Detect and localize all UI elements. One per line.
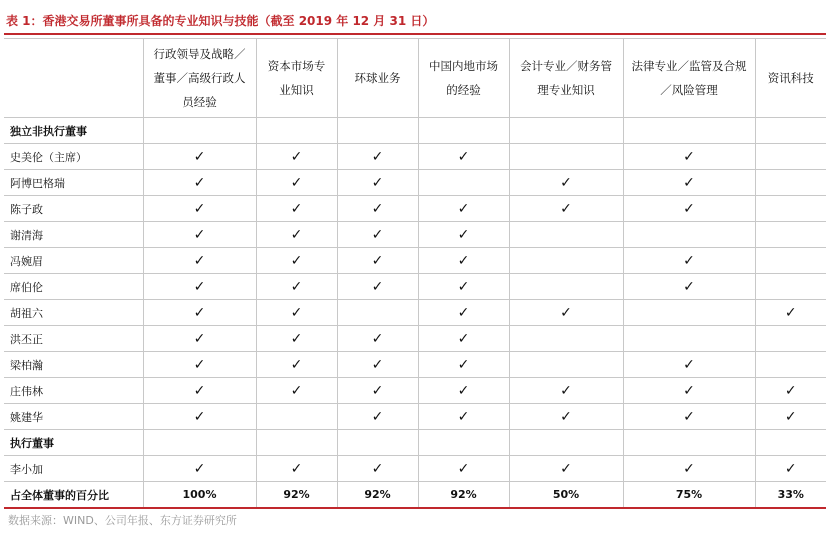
percentage-cell: 92%: [256, 482, 337, 509]
check-icon: ✓: [560, 200, 572, 217]
check-icon: ✓: [193, 278, 206, 295]
column-header: 资讯科技: [755, 39, 826, 118]
check-cell: [509, 456, 623, 482]
check-cell: [143, 300, 256, 326]
check-icon: ✓: [290, 356, 303, 373]
check-cell: [256, 222, 337, 248]
check-cell: [418, 196, 509, 222]
check-icon: ✓: [560, 382, 572, 399]
check-cell: [418, 352, 509, 378]
director-name: 洪丕正: [4, 326, 143, 352]
check-cell: [143, 196, 256, 222]
check-icon: ✓: [457, 382, 470, 399]
empty-cell: [755, 170, 826, 196]
check-cell: [143, 274, 256, 300]
check-icon: ✓: [683, 382, 695, 399]
check-icon: ✓: [193, 148, 206, 165]
check-cell: [337, 404, 418, 430]
table-row: [4, 326, 826, 352]
empty-cell: [509, 248, 623, 274]
check-cell: [623, 274, 755, 300]
empty-cell: [509, 274, 623, 300]
check-cell: [337, 378, 418, 404]
check-cell: [143, 248, 256, 274]
check-cell: [418, 456, 509, 482]
check-cell: [143, 144, 256, 170]
check-icon: ✓: [290, 252, 303, 269]
check-icon: ✓: [683, 148, 695, 165]
check-cell: [418, 404, 509, 430]
check-cell: [509, 378, 623, 404]
check-cell: [623, 248, 755, 274]
check-cell: [143, 170, 256, 196]
check-icon: ✓: [290, 226, 303, 243]
check-cell: [418, 326, 509, 352]
check-cell: [337, 326, 418, 352]
check-icon: ✓: [560, 408, 572, 425]
check-icon: ✓: [683, 408, 695, 425]
check-cell: [623, 170, 755, 196]
check-cell: [623, 404, 755, 430]
check-cell: [256, 352, 337, 378]
section-label: 独立非执行董事: [4, 118, 143, 144]
check-cell: [256, 300, 337, 326]
column-header: 法律专业／监管及合规／风险管理: [623, 39, 755, 118]
check-icon: ✓: [193, 408, 206, 425]
check-icon: ✓: [560, 174, 572, 191]
skills-table: [4, 38, 826, 509]
check-cell: [337, 144, 418, 170]
check-cell: [623, 144, 755, 170]
check-icon: ✓: [290, 460, 303, 477]
check-icon: ✓: [371, 356, 384, 373]
check-cell: [623, 378, 755, 404]
check-icon: ✓: [683, 252, 695, 269]
empty-cell: [755, 222, 826, 248]
check-cell: [418, 300, 509, 326]
section-header-row: [4, 118, 826, 144]
check-icon: ✓: [457, 148, 470, 165]
empty-cell: [623, 222, 755, 248]
check-icon: ✓: [457, 330, 470, 347]
check-icon: ✓: [371, 278, 384, 295]
total-label: 占全体董事的百分比: [4, 482, 143, 509]
check-icon: ✓: [290, 304, 303, 321]
check-icon: ✓: [193, 226, 206, 243]
check-cell: [143, 352, 256, 378]
director-name: 史美伦（主席）: [4, 144, 143, 170]
check-icon: ✓: [457, 356, 470, 373]
table-row: [4, 196, 826, 222]
empty-cell: [755, 118, 826, 144]
check-cell: [256, 378, 337, 404]
director-name: 庄伟林: [4, 378, 143, 404]
empty-cell: [143, 118, 256, 144]
table-body: [4, 118, 826, 509]
check-icon: ✓: [371, 226, 384, 243]
check-cell: [509, 300, 623, 326]
table-row: [4, 378, 826, 404]
check-cell: [418, 222, 509, 248]
check-icon: ✓: [784, 460, 797, 477]
check-icon: ✓: [290, 200, 303, 217]
director-name: 李小加: [4, 456, 143, 482]
check-icon: ✓: [193, 304, 206, 321]
empty-cell: [418, 118, 509, 144]
check-icon: ✓: [457, 200, 470, 217]
check-icon: ✓: [193, 330, 206, 347]
check-cell: [143, 222, 256, 248]
check-cell: [256, 196, 337, 222]
check-icon: ✓: [784, 304, 797, 321]
check-icon: ✓: [193, 252, 206, 269]
check-icon: ✓: [683, 356, 695, 373]
check-cell: [755, 404, 826, 430]
check-cell: [509, 170, 623, 196]
check-cell: [755, 300, 826, 326]
check-icon: ✓: [290, 278, 303, 295]
percentage-cell: 75%: [623, 482, 755, 509]
check-icon: ✓: [290, 174, 303, 191]
check-icon: ✓: [193, 460, 206, 477]
table-row: [4, 144, 826, 170]
check-icon: ✓: [457, 460, 470, 477]
empty-cell: [755, 352, 826, 378]
percentage-cell: 50%: [509, 482, 623, 509]
check-cell: [256, 274, 337, 300]
check-icon: ✓: [371, 252, 384, 269]
empty-cell: [418, 430, 509, 456]
empty-cell: [509, 326, 623, 352]
check-cell: [418, 144, 509, 170]
check-icon: ✓: [193, 200, 206, 217]
check-icon: ✓: [193, 174, 206, 191]
empty-cell: [623, 326, 755, 352]
check-icon: ✓: [371, 200, 384, 217]
check-cell: [418, 378, 509, 404]
check-icon: ✓: [683, 278, 695, 295]
percentage-cell: 92%: [337, 482, 418, 509]
check-icon: ✓: [371, 148, 384, 165]
check-cell: [256, 170, 337, 196]
column-header: 资本市场专业知识: [256, 39, 337, 118]
empty-cell: [755, 196, 826, 222]
empty-cell: [509, 144, 623, 170]
empty-cell: [509, 222, 623, 248]
check-icon: ✓: [290, 148, 303, 165]
check-cell: [143, 378, 256, 404]
table-row: [4, 274, 826, 300]
check-cell: [418, 248, 509, 274]
empty-cell: [509, 352, 623, 378]
table-row: [4, 404, 826, 430]
column-header: 环球业务: [337, 39, 418, 118]
percentage-cell: 100%: [143, 482, 256, 509]
source-note: 数据来源：WIND、公司年报、东方证券研究所: [8, 514, 237, 527]
check-icon: ✓: [683, 200, 695, 217]
check-cell: [337, 352, 418, 378]
empty-cell: [337, 118, 418, 144]
check-cell: [509, 196, 623, 222]
empty-cell: [755, 248, 826, 274]
empty-cell: [755, 144, 826, 170]
empty-cell: [256, 118, 337, 144]
check-cell: [256, 144, 337, 170]
table-row: [4, 222, 826, 248]
empty-cell: [418, 170, 509, 196]
check-cell: [143, 326, 256, 352]
check-cell: [256, 326, 337, 352]
check-icon: ✓: [290, 382, 303, 399]
check-icon: ✓: [560, 460, 572, 477]
director-name: 阿博巴格瑞: [4, 170, 143, 196]
check-cell: [337, 196, 418, 222]
column-header: 中国内地市场的经验: [418, 39, 509, 118]
check-icon: ✓: [371, 330, 384, 347]
section-header-row: [4, 430, 826, 456]
empty-cell: [143, 430, 256, 456]
table-row: [4, 456, 826, 482]
check-icon: ✓: [784, 408, 797, 425]
check-cell: [337, 170, 418, 196]
empty-cell: [623, 118, 755, 144]
empty-cell: [623, 300, 755, 326]
check-icon: ✓: [560, 304, 572, 321]
check-cell: [337, 456, 418, 482]
director-name: 陈子政: [4, 196, 143, 222]
table-row: [4, 170, 826, 196]
header-row: [4, 39, 826, 118]
director-name: 姚建华: [4, 404, 143, 430]
director-name: 席伯伦: [4, 274, 143, 300]
check-cell: [337, 248, 418, 274]
percentage-cell: 33%: [755, 482, 826, 509]
director-name: 梁柏瀚: [4, 352, 143, 378]
check-cell: [418, 274, 509, 300]
check-icon: ✓: [457, 226, 470, 243]
table-row: [4, 352, 826, 378]
check-cell: [337, 222, 418, 248]
percentage-cell: 92%: [418, 482, 509, 509]
column-header: 行政领导及战略／董事／高级行政人员经验: [143, 39, 256, 118]
empty-cell: [623, 430, 755, 456]
empty-cell: [337, 430, 418, 456]
check-cell: [623, 456, 755, 482]
check-icon: ✓: [457, 278, 470, 295]
check-icon: ✓: [371, 174, 384, 191]
empty-cell: [509, 118, 623, 144]
check-icon: ✓: [193, 382, 206, 399]
director-name: 冯婉眉: [4, 248, 143, 274]
check-icon: ✓: [457, 252, 470, 269]
header-corner: [4, 39, 143, 118]
empty-cell: [755, 274, 826, 300]
check-icon: ✓: [193, 356, 206, 373]
check-icon: ✓: [371, 460, 384, 477]
check-cell: [337, 274, 418, 300]
check-icon: ✓: [683, 174, 695, 191]
check-icon: ✓: [290, 330, 303, 347]
check-cell: [509, 404, 623, 430]
column-header: 会计专业／财务管理专业知识: [509, 39, 623, 118]
check-cell: [623, 352, 755, 378]
empty-cell: [256, 404, 337, 430]
director-name: 谢清海: [4, 222, 143, 248]
check-cell: [755, 378, 826, 404]
table-title: 表 1：香港交易所董事所具备的专业知识与技能（截至 2019 年 12 月 31 日）: [6, 14, 435, 28]
check-icon: ✓: [371, 382, 384, 399]
check-cell: [623, 196, 755, 222]
empty-cell: [755, 326, 826, 352]
check-icon: ✓: [457, 408, 470, 425]
check-cell: [755, 456, 826, 482]
check-icon: ✓: [784, 382, 797, 399]
check-icon: ✓: [371, 408, 384, 425]
title-divider: [4, 33, 826, 35]
check-cell: [256, 456, 337, 482]
check-cell: [143, 404, 256, 430]
empty-cell: [509, 430, 623, 456]
check-icon: ✓: [457, 304, 470, 321]
check-icon: ✓: [683, 460, 695, 477]
table-row: [4, 248, 826, 274]
total-row: [4, 482, 826, 509]
empty-cell: [755, 430, 826, 456]
table-row: [4, 300, 826, 326]
section-label: 执行董事: [4, 430, 143, 456]
check-cell: [143, 456, 256, 482]
empty-cell: [337, 300, 418, 326]
director-name: 胡祖六: [4, 300, 143, 326]
check-cell: [256, 248, 337, 274]
empty-cell: [256, 430, 337, 456]
